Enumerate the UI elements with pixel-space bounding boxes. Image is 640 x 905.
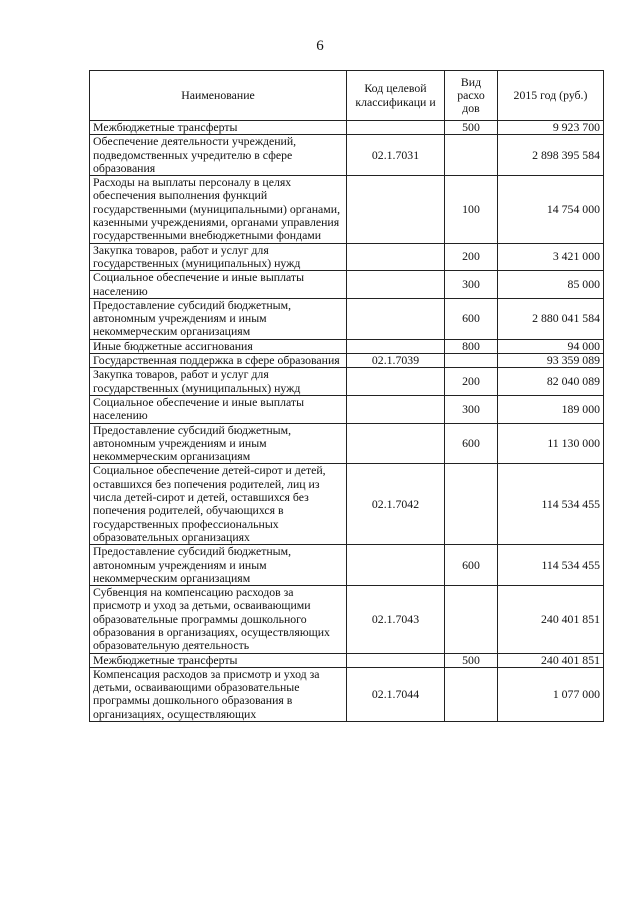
table-body: [90, 121, 604, 722]
cell-name: Расходы на выплаты персоналу в целях обеспечения выполнения функций государственными (муниципальными) органами, казенными учреждениями, органами управления государственными внебюджетными фондами: [90, 176, 347, 243]
cell-sum: 240 401 851: [498, 586, 604, 653]
cell-code: 02.1.7039: [347, 354, 445, 368]
cell-type: 200: [445, 243, 498, 271]
cell-name: Закупка товаров, работ и услуг для государственных (муниципальных) нужд: [90, 368, 347, 396]
cell-name: Закупка товаров, работ и услуг для государственных (муниципальных) нужд: [90, 243, 347, 271]
header-type: Вид расхо дов: [445, 71, 498, 121]
cell-type: 500: [445, 121, 498, 135]
cell-sum: 3 421 000: [498, 243, 604, 271]
cell-code: 02.1.7042: [347, 464, 445, 545]
cell-sum: 9 923 700: [498, 121, 604, 135]
cell-type: [445, 135, 498, 176]
header-name: Наименование: [90, 71, 347, 121]
table-row: [90, 667, 604, 721]
cell-type: [445, 464, 498, 545]
cell-code: [347, 121, 445, 135]
cell-sum: 93 359 089: [498, 354, 604, 368]
table-row: [90, 653, 604, 667]
cell-sum: 1 077 000: [498, 667, 604, 721]
cell-name: Межбюджетные трансферты: [90, 121, 347, 135]
cell-sum: 2 898 395 584: [498, 135, 604, 176]
cell-name: Субвенция на компенсацию расходов за присмотр и уход за детьми, осваивающими образовательные программы дошкольного образования в организациях, осуществляющих образовательную деятельность: [90, 586, 347, 653]
cell-code: [347, 339, 445, 353]
cell-type: 100: [445, 176, 498, 243]
cell-sum: 189 000: [498, 395, 604, 423]
cell-type: 200: [445, 368, 498, 396]
cell-name: Социальное обеспечение и иные выплаты населению: [90, 395, 347, 423]
cell-type: 600: [445, 298, 498, 339]
table-row: [90, 298, 604, 339]
cell-type: 300: [445, 271, 498, 299]
cell-code: [347, 243, 445, 271]
cell-type: 600: [445, 423, 498, 464]
cell-type: [445, 586, 498, 653]
table-row: [90, 464, 604, 545]
cell-code: [347, 395, 445, 423]
cell-name: Социальное обеспечение и иные выплаты населению: [90, 271, 347, 299]
budget-table: [89, 70, 604, 722]
cell-code: [347, 271, 445, 299]
table-row: [90, 135, 604, 176]
cell-name: Предоставление субсидий бюджетным, автономным учреждениям и иным некоммерческим организациям: [90, 298, 347, 339]
table-row: [90, 545, 604, 586]
cell-code: [347, 298, 445, 339]
cell-code: [347, 176, 445, 243]
cell-name: Государственная поддержка в сфере образования: [90, 354, 347, 368]
table-row: [90, 176, 604, 243]
page-number: 6: [316, 38, 324, 54]
table-row: [90, 395, 604, 423]
cell-sum: 2 880 041 584: [498, 298, 604, 339]
table-row: [90, 243, 604, 271]
table-row: [90, 339, 604, 353]
cell-code: 02.1.7044: [347, 667, 445, 721]
cell-type: 800: [445, 339, 498, 353]
cell-sum: 11 130 000: [498, 423, 604, 464]
header-sum: 2015 год (руб.): [498, 71, 604, 121]
cell-sum: 114 534 455: [498, 545, 604, 586]
table-row: [90, 271, 604, 299]
cell-type: [445, 667, 498, 721]
table-header-row: [90, 71, 604, 121]
cell-name: Предоставление субсидий бюджетным, автономным учреждениям и иным некоммерческим организациям: [90, 423, 347, 464]
cell-code: 02.1.7043: [347, 586, 445, 653]
cell-type: 300: [445, 395, 498, 423]
cell-name: Обеспечение деятельности учреждений, подведомственных учредителю в сфере образования: [90, 135, 347, 176]
cell-name: Иные бюджетные ассигнования: [90, 339, 347, 353]
cell-sum: 114 534 455: [498, 464, 604, 545]
cell-type: 500: [445, 653, 498, 667]
cell-sum: 82 040 089: [498, 368, 604, 396]
cell-sum: 94 000: [498, 339, 604, 353]
cell-sum: 14 754 000: [498, 176, 604, 243]
cell-type: 600: [445, 545, 498, 586]
cell-code: [347, 368, 445, 396]
cell-code: [347, 653, 445, 667]
cell-sum: 240 401 851: [498, 653, 604, 667]
cell-code: [347, 423, 445, 464]
cell-name: Межбюджетные трансферты: [90, 653, 347, 667]
cell-name: Предоставление субсидий бюджетным, автономным учреждениям и иным некоммерческим организациям: [90, 545, 347, 586]
table-row: [90, 354, 604, 368]
table-row: [90, 368, 604, 396]
header-code: Код целевой классификаци и: [347, 71, 445, 121]
cell-type: [445, 354, 498, 368]
cell-name: Социальное обеспечение детей-сирот и детей, оставшихся без попечения родителей, лиц из числа детей-сирот и детей, оставшихся без попечения родителей, обучающихся в государственных профессиональных образовательных организациях: [90, 464, 347, 545]
table-row: [90, 121, 604, 135]
cell-sum: 85 000: [498, 271, 604, 299]
cell-code: [347, 545, 445, 586]
table-row: [90, 586, 604, 653]
cell-name: Компенсация расходов за присмотр и уход за детьми, осваивающими образовательные программы дошкольного образования в организациях, осуществляющих: [90, 667, 347, 721]
table-row: [90, 423, 604, 464]
cell-code: 02.1.7031: [347, 135, 445, 176]
